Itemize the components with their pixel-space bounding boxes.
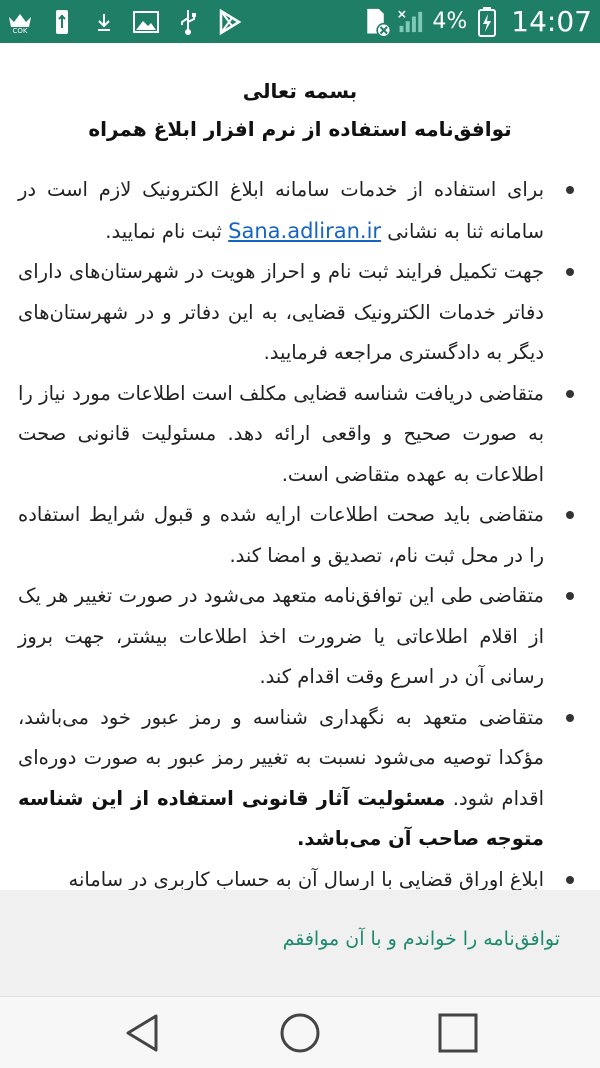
image-icon: [132, 8, 160, 36]
terms-list: [18, 170, 570, 890]
usb-storage-icon: [48, 8, 76, 36]
battery-percent: 4%: [432, 9, 468, 34]
agreement-content[interactable]: [0, 43, 600, 890]
svg-text:COK: COK: [12, 27, 28, 35]
accept-agreement-button[interactable]: توافق‌نامه را خواندم و با آن موافقم: [282, 928, 560, 950]
clock: 14:07: [511, 5, 592, 38]
list-item: متقاضی دریافت شناسه قضایی مکلف است اطلاعات مورد نیاز را به صورت صحیح و واقعی ارائه دهد. مسئولیت قانونی صحت اطلاعات به عهده متقاضی است.: [18, 374, 570, 496]
recents-icon[interactable]: [434, 1009, 482, 1057]
back-icon[interactable]: [118, 1009, 166, 1057]
list-item: برای استفاده از خدمات سامانه ابلاغ الکترونیک لازم است در سامانه ثنا به نشانی Sana.adliran.ir ثبت نام نمایید.: [18, 170, 570, 252]
list-item: جهت تکمیل فرایند ثبت نام و احراز هویت در شهرستان‌های دارای دفاتر خدمات الکترونیک قضایی، به این دفاتر و در شهرستان‌های دیگر به دادگستری مراجعه فرمایید.: [18, 252, 570, 374]
system-status: [364, 0, 592, 43]
list-item: ابلاغ اوراق قضایی با ارسال آن به حساب کاربری در سامانه: [18, 860, 570, 891]
signal-icon: [398, 8, 426, 36]
agreement-heading: بسمه تعالی: [242, 79, 358, 103]
sana-link[interactable]: Sana.adliran.ir: [228, 218, 382, 243]
carrier-badge-icon: [6, 8, 34, 36]
sim-error-icon: [364, 8, 392, 36]
accept-bar: [0, 890, 600, 996]
navigation-bar: [0, 996, 600, 1068]
status-bar: [0, 0, 600, 43]
list-item: متقاضی باید صحت اطلاعات ارایه شده و قبول شرایط استفاده را در محل ثبت نام، تصدیق و امضا کند.: [18, 495, 570, 576]
play-store-icon: [216, 8, 244, 36]
list-item: متقاضی متعهد به نگهداری شناسه و رمز عبور خود می‌باشد، مؤکدا توصیه می‌شود نسبت به تغییر رمز عبور به صورت دوره‌ای اقدام شود. مسئولیت آثار قانونی استفاده از این شناسه متوجه صاحب آن می‌باشد.: [18, 698, 570, 860]
liability-statement: مسئولیت آثار قانونی استفاده از این شناسه متوجه صاحب آن می‌باشد.: [18, 786, 544, 850]
notification-icons: [6, 6, 244, 38]
download-arrow-icon: [90, 8, 118, 36]
list-item: متقاضی طی این توافق‌نامه متعهد می‌شود در صورت تغییر هر یک از اقلام اطلاعاتی یا ضرورت اخذ اطلاعات بیشتر، جهت بروز رسانی آن در اسرع وقت اقدام کند.: [18, 576, 570, 698]
battery-charging-icon: [473, 8, 501, 36]
home-icon[interactable]: [276, 1009, 324, 1057]
agreement-title: توافق‌نامه استفاده از نرم افزار ابلاغ همراه: [88, 117, 512, 141]
usb-icon: [174, 8, 202, 36]
